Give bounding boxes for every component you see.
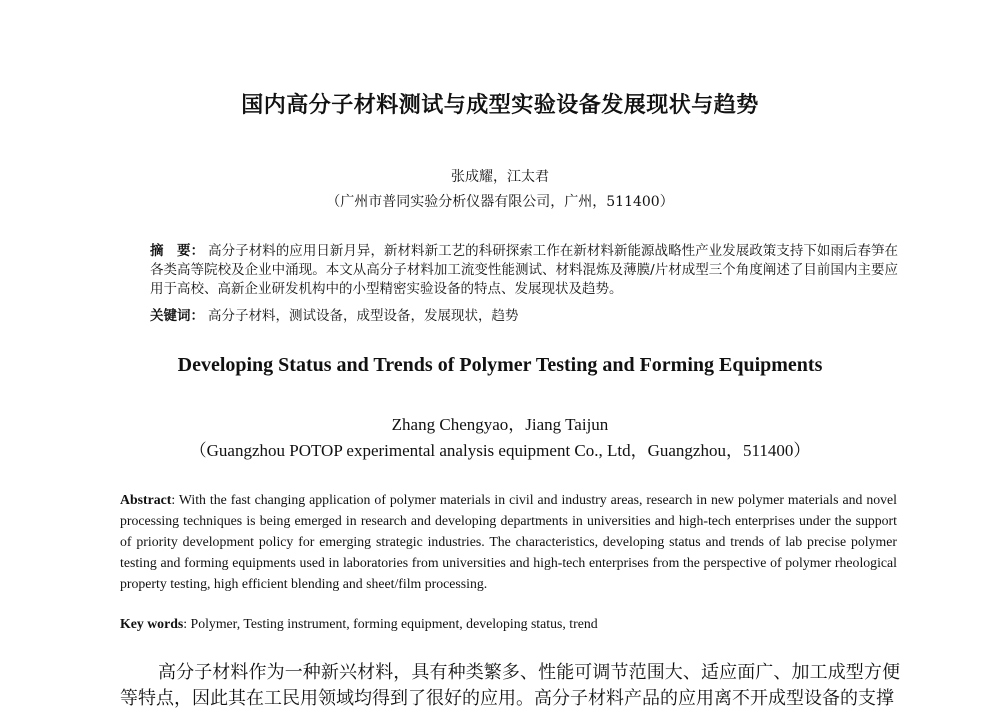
abstract-en xyxy=(120,489,897,594)
abstract-text-cn: 高分子材料的应用日新月异，新材料新工艺的科研探索工作在新材料新能源战略性产业发展政策支持下如雨后春笋在各类高等院校及企业中涌现。本文从高分子材料加工流变性能测试、材料混炼及薄膜/片材成型三个角度阐述了目前国内主要应用于高校、高新企业研发机构中的小型精密实验设备的特点、发展现状及趋势。 xyxy=(150,243,899,297)
abstract-text-en: : With the fast changing application of polymer materials in civil and industry areas, research in new polymer materials and novel processing techniques is being emerged in research and developing departments in universities and high-tech enterprises under the support of priority development policy for emerging strategic industries. The characteristics, developing status and trends of lab precise polymer testing and forming equipments used in laboratories from universities and high-tech enterprises from the perspective of polymer rheological property testing, high efficient blending and sheet/film processing. xyxy=(120,492,897,591)
keywords-cn xyxy=(150,304,890,324)
keywords-label-cn: 关键词： xyxy=(150,308,204,324)
keywords-label-en: Key words xyxy=(120,616,184,631)
paper-title-cn: 国内高分子材料测试与成型实验设备发展现状与趋势 xyxy=(241,93,759,118)
keywords-text-en: : Polymer, Testing instrument, forming equipment, developing status, trend xyxy=(183,616,598,631)
abstract-label-cn: 摘 要： xyxy=(150,243,205,259)
body-intro-paragraph: 高分子材料作为一种新兴材料，具有种类繁多、性能可调节范围大、适应面广、加工成型方便等特点，因此其在工民用领域均得到了很好的应用。高分子材料产品的应用离不开成型设备的支撑 xyxy=(120,662,900,709)
keywords-text-cn: 高分子材料，测试设备，成型设备，发展现状，趋势 xyxy=(208,308,519,324)
abstract-label-en: Abstract xyxy=(120,492,172,507)
abstract-cn xyxy=(122,242,898,299)
authors-en: Zhang Chengyao，Jiang Taijun xyxy=(391,415,609,434)
paper-title-en: Developing Status and Trends of Polymer Testing and Forming Equipments xyxy=(177,354,823,376)
keywords-en xyxy=(120,616,897,632)
affiliation-en: （Guangzhou POTOP experimental analysis equipment Co., Ltd，Guangzhou，511400） xyxy=(189,441,811,460)
authors-cn: 张成耀，江太君 xyxy=(451,169,549,185)
affiliation-cn: （广州市普同实验分析仪器有限公司，广州，511400） xyxy=(326,194,674,210)
